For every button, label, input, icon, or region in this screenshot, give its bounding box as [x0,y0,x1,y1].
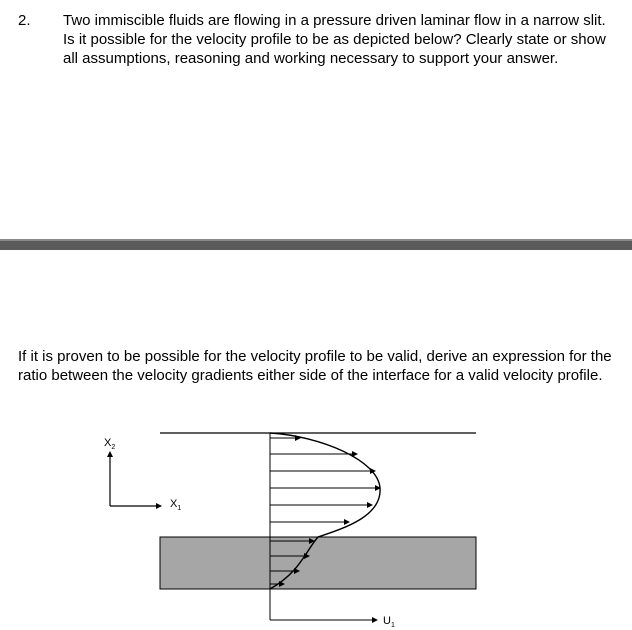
x1-label: $X_1$ [170,498,182,512]
x2-label: $X_2$ [104,437,116,451]
u1-label: $U_1$ [383,615,395,629]
velocity-arrows-upper [270,438,380,522]
lower-fluid-layer [160,537,476,589]
question-number: 2. [18,12,31,29]
question-text: Two immiscible fluids are flowing in a pressure driven laminar flow in a narrow slit. Is it possible for the velocity profile to be as depicted below? Clearly state or show all assumptions, reasoning and working necessary to support your answer. [63,12,606,67]
followup-text: If it is proven to be possible for the velocity profile to be valid, derive an expression for the ratio between the velocity gradients either side of the interface for a valid velocity profile. [18,348,612,384]
